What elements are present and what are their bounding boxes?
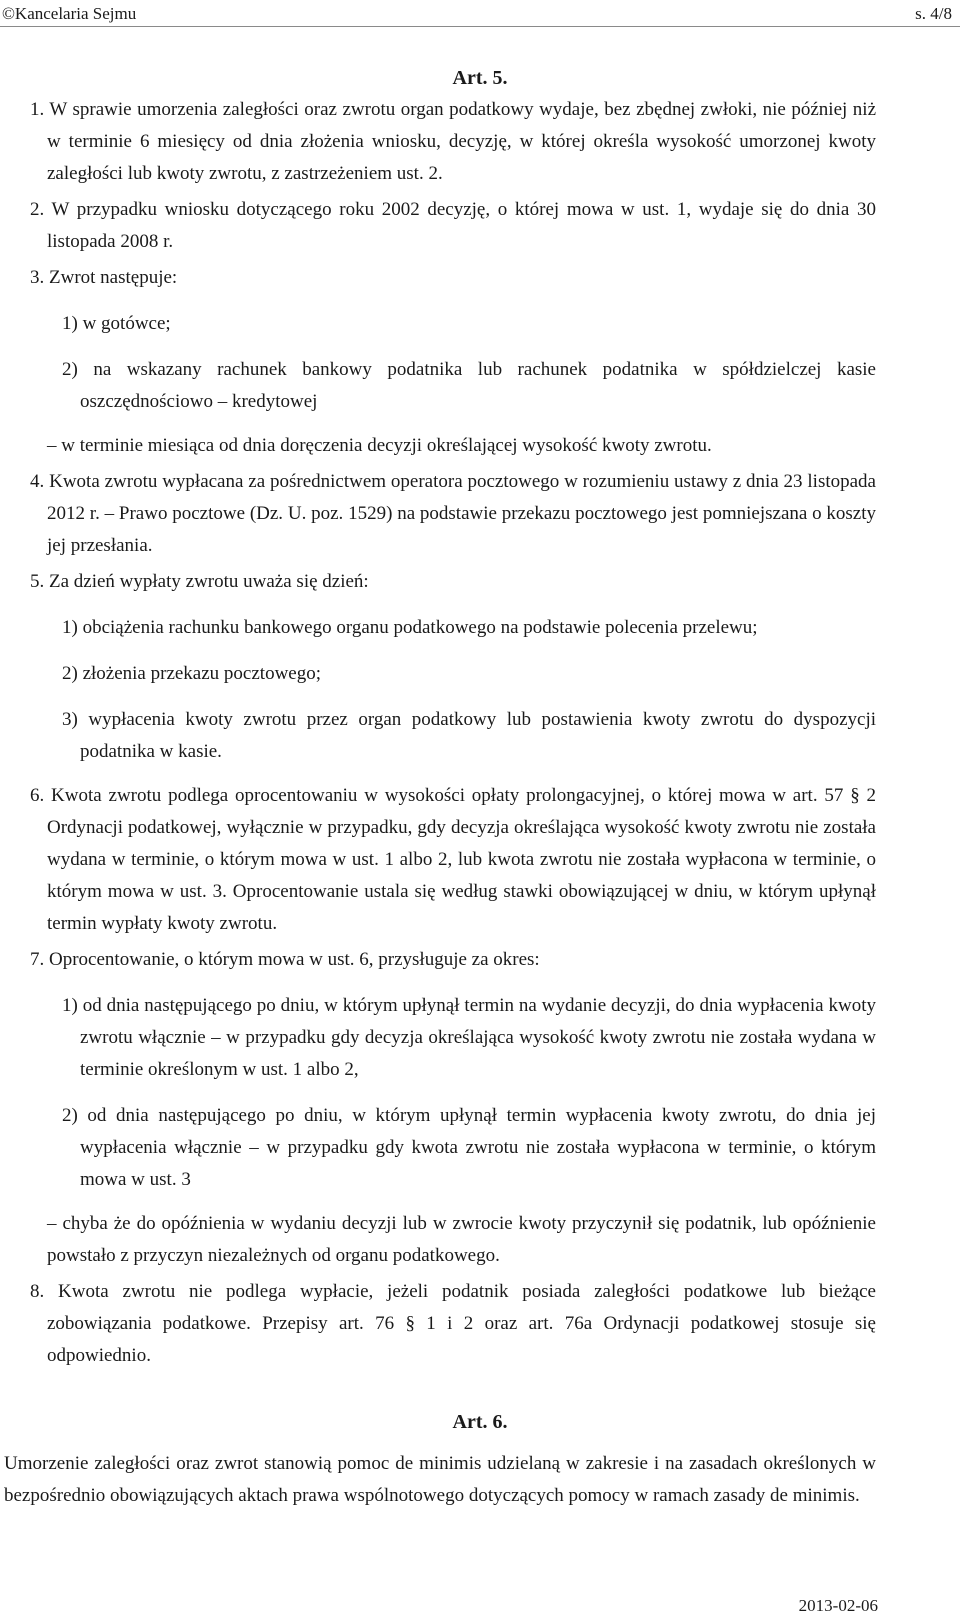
art5-p7-item-1: 1) od dnia następującego po dniu, w którym upłynął termin na wydanie decyzji, do dnia wypłacenia kwoty zwrotu włącznie – w przypadku gdy decyzja określająca wysokość kwoty zwrotu nie została wydana w terminie określonym w ust. 1 albo 2, (62, 995, 876, 1080)
art5-paragraph-6: 6. Kwota zwrotu podlega oprocentowaniu w wysokości opłaty prolongacyjnej, o której mowa w art. 57 § 2 Ordynacji podatkowej, wyłącznie w przypadku, gdy decyzja określająca wysokość kwoty zwrotu nie została wydana w terminie, o którym mowa w ust. 1 albo 2, lub kwota zwrotu nie została wypłacona w terminie, o którym mowa w ust. 3. Oprocentowanie ustala się według stawki obowiązującej w dniu, w którym upłynął termin wypłaty kwoty zwrotu. (30, 785, 876, 934)
art5-p3-item-1: 1) w gotówce; (62, 313, 171, 334)
art5-paragraph-1: 1. W sprawie umorzenia zaległości oraz zwrotu organ podatkowy wydaje, bez zbędnej zwłoki, nie później niż w terminie 6 miesięcy od dnia złożenia wniosku, decyzję, w której określa wysokość umorzonej kwoty zaległości lub kwoty zwrotu, z zastrzeżeniem ust. 2. (30, 99, 876, 184)
art5-paragraph-2: 2. W przypadku wniosku dotyczącego roku 2002 decyzję, o której mowa w ust. 1, wydaje się do dnia 30 listopada 2008 r. (30, 199, 876, 252)
article-6-text: Umorzenie zaległości oraz zwrot stanowią pomoc de minimis udzielaną w zakresie i na zasadach określonych w bezpośrednio obowiązujących aktach prawa wspólnotowego dotyczących pomocy w ramach zasady de minimis. (4, 1453, 876, 1506)
article-6-title: Art. 6. (452, 1411, 508, 1433)
art5-p3-tail: – w terminie miesiąca od dnia doręczenia decyzji określającej wysokość kwoty zwrotu. (47, 435, 712, 456)
art5-paragraph-5: 5. Za dzień wypłaty zwrotu uważa się dzień: (30, 571, 369, 592)
art5-p5-item-1: 1) obciążenia rachunku bankowego organu podatkowego na podstawie polecenia przelewu; (62, 617, 758, 638)
document-body (0, 62, 960, 1512)
art5-paragraph-3: 3. Zwrot następuje: (30, 267, 178, 288)
art5-p7-item-2: 2) od dnia następującego po dniu, w którym upłynął termin wypłacenia kwoty zwrotu, do dnia jej wypłacenia włącznie – w przypadku gdy kwota zwrotu nie została wypłacona w terminie, o którym mowa w ust. 3 (62, 1105, 876, 1190)
article-5-title: Art. 5. (452, 67, 508, 89)
art5-p5-item-2: 2) złożenia przekazu pocztowego; (62, 663, 322, 684)
art5-paragraph-8: 8. Kwota zwrotu nie podlega wypłacie, jeżeli podatnik posiada zaległości podatkowe lub bieżące zobowiązania podatkowe. Przepisy art. 76 § 1 i 2 oraz art. 76a Ordynacji podatkowej stosuje się odpowiednio. (30, 1281, 876, 1366)
art5-paragraph-7: 7. Oprocentowanie, o którym mowa w ust. 6, przysługuje za okres: (30, 949, 540, 970)
art5-p3-item-2: 2) na wskazany rachunek bankowy podatnika lub rachunek podatnika w spółdzielczej kasie oszczędnościowo – kredytowej (62, 359, 876, 412)
footer-date: 2013-02-06 (798, 1596, 878, 1615)
art5-p7-tail: – chyba że do opóźnienia w wydaniu decyzji lub w zwrocie kwoty przyczynił się podatnik, lub opóźnienie powstało z przyczyn niezależnych od organu podatkowego. (47, 1213, 876, 1266)
page-header (0, 4, 960, 27)
page-number: s. 4/8 (915, 4, 952, 23)
publisher-label: ©Kancelaria Sejmu (2, 4, 137, 23)
art5-paragraph-4: 4. Kwota zwrotu wypłacana za pośrednictwem operatora pocztowego w rozumieniu ustawy z dnia 23 listopada 2012 r. – Prawo pocztowe (Dz. U. poz. 1529) na podstawie przekazu pocztowego jest pomniejszana o koszty jej przesłania. (30, 471, 876, 556)
art5-p5-item-3: 3) wypłacenia kwoty zwrotu przez organ podatkowy lub postawienia kwoty zwrotu do dyspozycji podatnika w kasie. (62, 709, 876, 762)
